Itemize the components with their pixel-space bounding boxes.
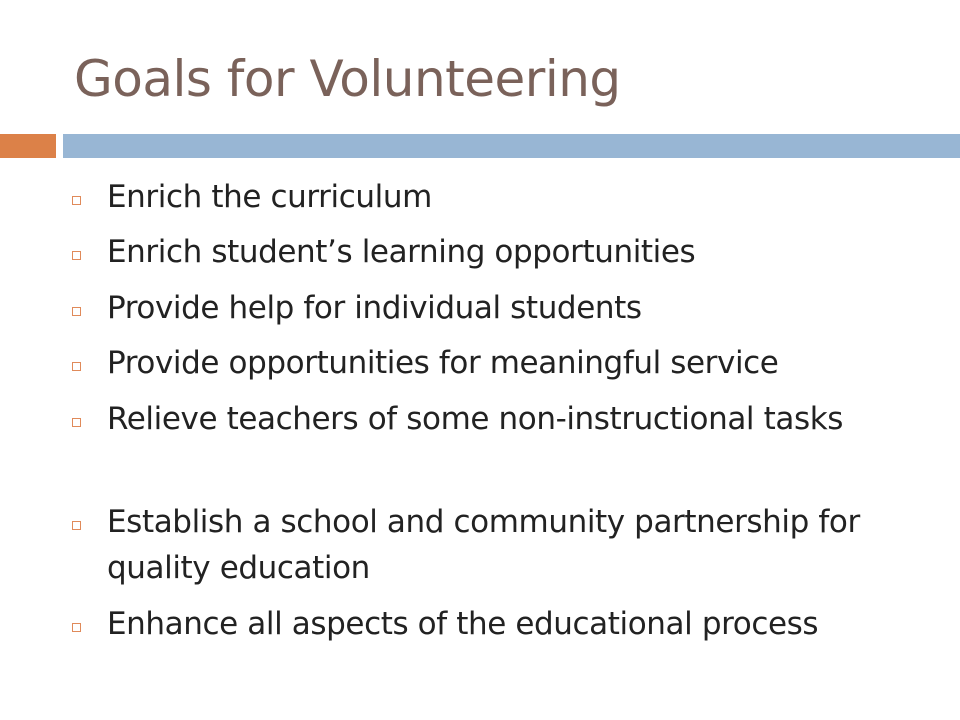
square-bullet-icon <box>72 307 81 316</box>
bullet-text: Establish a school and community partnership for quality education <box>107 504 860 586</box>
square-bullet-icon <box>72 196 81 205</box>
title-divider-bar <box>63 134 960 158</box>
square-bullet-icon <box>72 623 81 632</box>
bullet-text: Provide opportunities for meaningful service <box>107 345 779 381</box>
title-accent-bar <box>0 134 56 158</box>
bullet-text: Enhance all aspects of the educational process <box>107 606 819 642</box>
square-bullet-icon <box>72 418 81 427</box>
bullet-text: Provide help for individual students <box>107 290 642 326</box>
bullet-text: Relieve teachers of some non-instructional tasks <box>107 401 844 437</box>
square-bullet-icon <box>72 521 81 530</box>
square-bullet-icon <box>72 251 81 260</box>
square-bullet-icon <box>72 362 81 371</box>
bullet-text: Enrich the curriculum <box>107 179 432 215</box>
slide-title: Goals for Volunteering <box>74 50 621 108</box>
bullet-text: Enrich student’s learning opportunities <box>107 234 696 270</box>
